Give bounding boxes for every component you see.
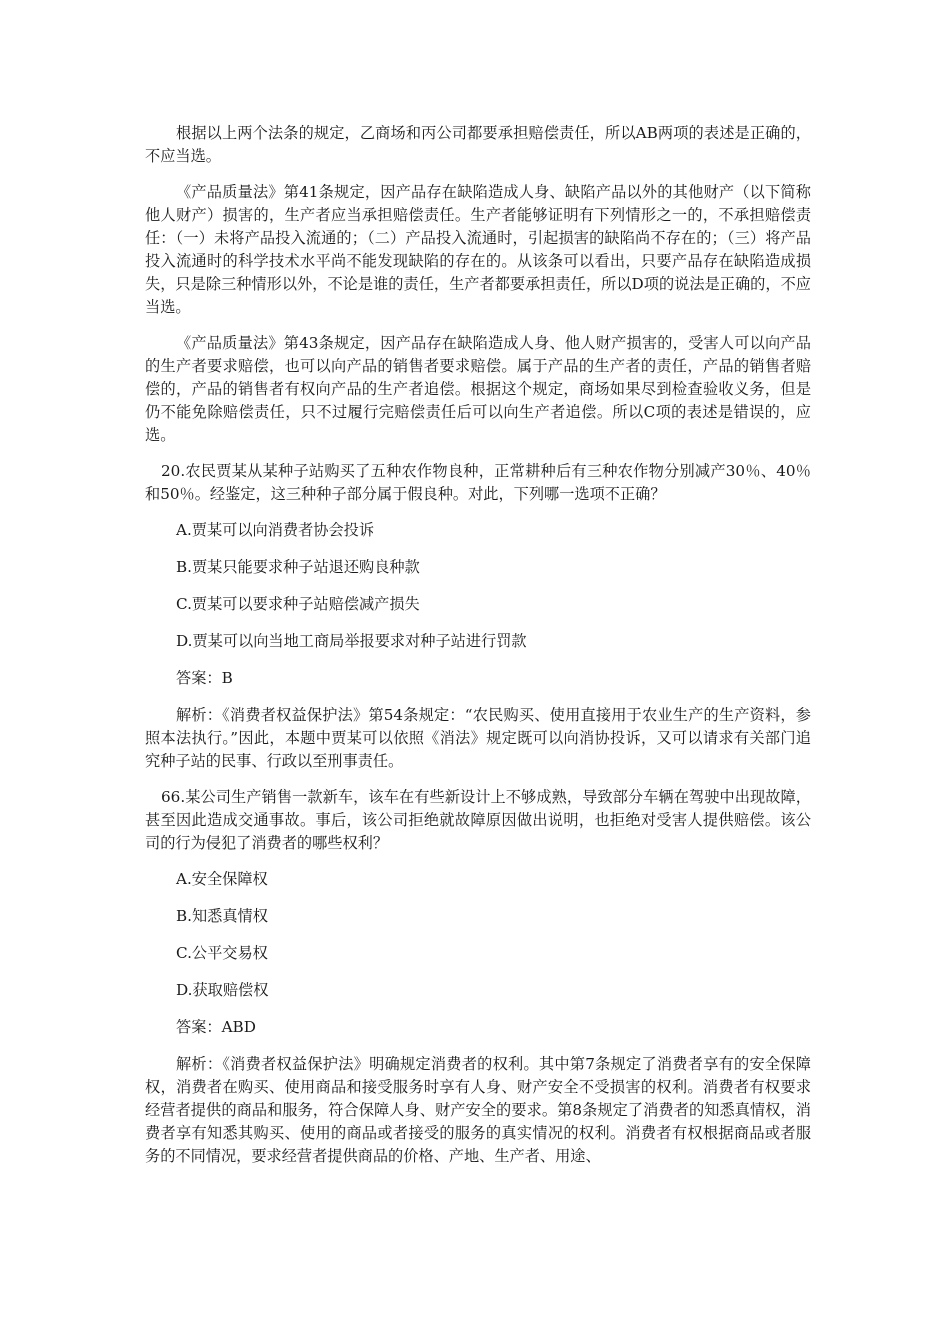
question-20-answer: 答案：B <box>176 669 233 687</box>
question-20-option-a: A.贾某可以向消费者协会投诉 <box>176 521 375 539</box>
paragraph-article-43: 《产品质量法》第43条规定，因产品存在缺陷造成人身、他人财产损害的，受害人可以向产品的生产者要求赔偿，也可以向产品的销售者要求赔偿。属于产品的生产者的责任，产品的销售者赔偿的，产品的销售者有权向产品的生产者追偿。根据这个规定，商场如果尽到检查验收义务，但是仍不能免除赔偿责任，只不过履行完赔偿责任后可以向生产者追偿。所以C项的表述是错误的，应选。 <box>145 334 811 444</box>
question-66-option-a: A.安全保障权 <box>176 870 268 888</box>
question-20-option-d: D.贾某可以向当地工商局举报要求对种子站进行罚款 <box>176 632 527 650</box>
question-20-analysis: 解析：《消费者权益保护法》第54条规定：“农民购买、使用直接用于农业生产的生产资料，参照本法执行。”因此，本题中贾某可以依照《消法》规定既可以向消协投诉，又可以请求有关部门追究种子站的民事、行政以至刑事责任。 <box>145 706 811 770</box>
question-66-option-c: C.公平交易权 <box>176 944 268 962</box>
question-66-option-b: B.知悉真情权 <box>176 907 268 925</box>
question-66-analysis: 解析：《消费者权益保护法》明确规定消费者的权利。其中第7条规定了消费者享有的安全保障权，消费者在购买、使用商品和接受服务时享有人身、财产安全不受损害的权利。消费者有权要求经营者提供的商品和服务，符合保障人身、财产安全的要求。第8条规定了消费者的知悉真情权，消费者享有知悉其购买、使用的商品或者接受的服务的真实情况的权利。消费者有权根据商品或者服务的不同情况，要求经营者提供商品的价格、产地、生产者、用途、 <box>145 1055 811 1165</box>
question-66-option-d: D.获取赔偿权 <box>176 981 269 999</box>
question-66-answer: 答案：ABD <box>176 1018 256 1036</box>
question-20: 20.农民贾某从某种子站购买了五种农作物良种，正常耕种后有三种农作物分别减产30％、40％和50％。经鉴定，这三种种子部分属于假良种。对此，下列哪一选项不正确？ <box>145 462 811 503</box>
question-20-option-c: C.贾某可以要求种子站赔偿减产损失 <box>176 595 420 613</box>
paragraph-ab-conclusion: 根据以上两个法条的规定，乙商场和丙公司都要承担赔偿责任，所以AB两项的表述是正确的，不应当选。 <box>145 124 811 165</box>
document-body <box>145 122 811 1180</box>
question-20-option-b: B.贾某只能要求种子站退还购良种款 <box>176 558 420 576</box>
question-66: 66.某公司生产销售一款新车，该车在有些新设计上不够成熟，导致部分车辆在驾驶中出现故障，甚至因此造成交通事故。事后，该公司拒绝就故障原因做出说明，也拒绝对受害人提供赔偿。该公司的行为侵犯了消费者的哪些权利？ <box>145 788 811 852</box>
paragraph-article-41: 《产品质量法》第41条规定，因产品存在缺陷造成人身、缺陷产品以外的其他财产（以下简称他人财产）损害的，生产者应当承担赔偿责任。生产者能够证明有下列情形之一的，不承担赔偿责任：（一）未将产品投入流通的；（二）产品投入流通时，引起损害的缺陷尚不存在的；（三）将产品投入流通时的科学技术水平尚不能发现缺陷的存在的。从该条可以看出，只要产品存在缺陷造成损失，只是除三种情形以外，不论是谁的责任，生产者都要承担责任，所以D项的说法是正确的，不应当选。 <box>145 183 811 316</box>
